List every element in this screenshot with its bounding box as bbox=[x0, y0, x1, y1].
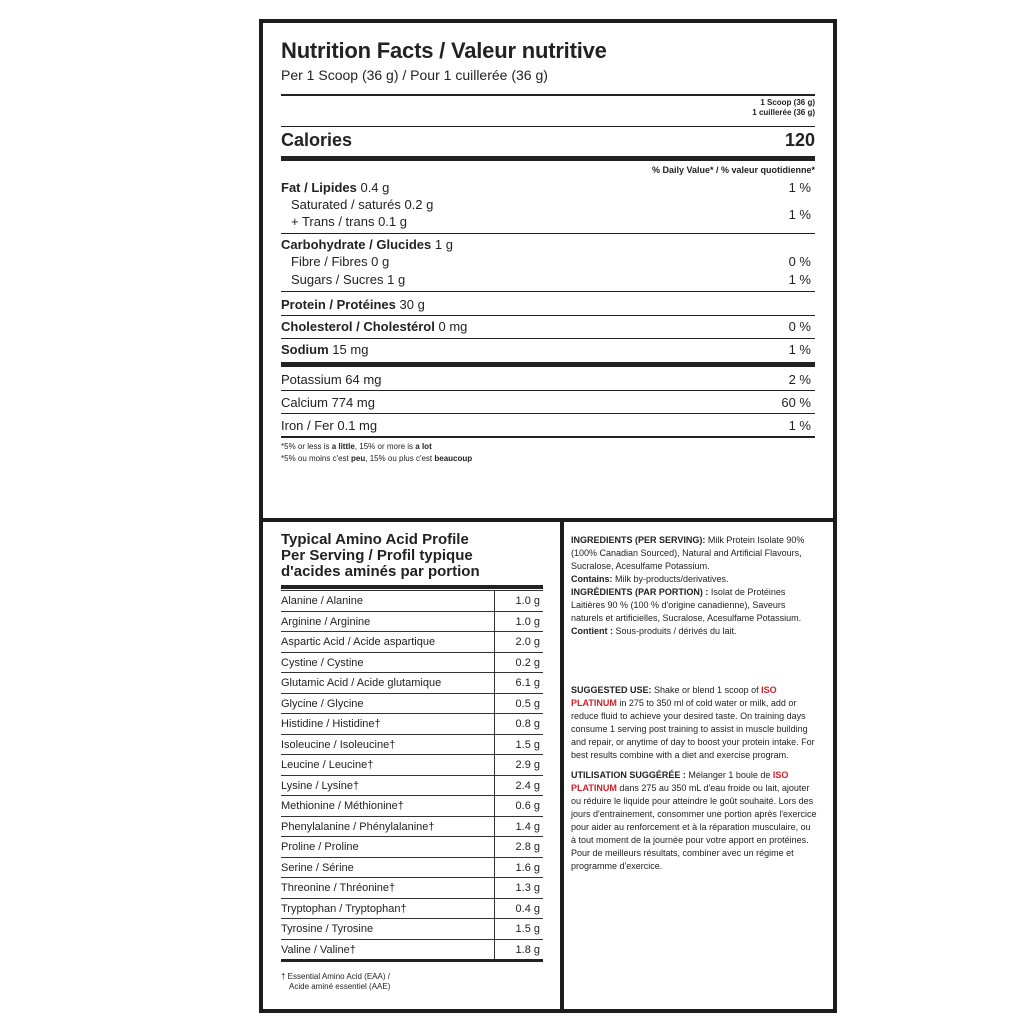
amino-acid-name: Histidine / Histidine† bbox=[281, 718, 381, 730]
footnote-text: , 15% or more is bbox=[354, 442, 416, 451]
contains-fr-heading: Contient : bbox=[571, 626, 613, 636]
column-separator bbox=[494, 940, 495, 961]
calories-row bbox=[281, 130, 815, 151]
amino-acid-amount: 1.8 g bbox=[515, 943, 540, 956]
amino-acid-name: Arginine / Arginine bbox=[281, 615, 371, 628]
contains-en-body: Milk by-products/derivatives. bbox=[612, 574, 729, 584]
divider bbox=[281, 315, 815, 316]
trans-label: + Trans / trans 0.1 g bbox=[291, 214, 407, 229]
protein-amount: 30 g bbox=[399, 297, 425, 312]
calories-label: Calories bbox=[281, 130, 353, 150]
column-header bbox=[752, 98, 815, 118]
amino-footnote-line: † Essential Amino Acid (EAA) / bbox=[281, 972, 390, 981]
fibre-row bbox=[281, 254, 815, 269]
column-separator bbox=[494, 776, 495, 797]
amino-acid-amount: 0.8 g bbox=[515, 718, 540, 730]
amino-acid-amount: 6.1 g bbox=[515, 677, 540, 689]
calcium-row bbox=[281, 395, 815, 410]
daily-value-header: % Daily Value* / % valeur quotidienne* bbox=[651, 165, 815, 175]
fat-amount: 0.4 g bbox=[360, 180, 390, 195]
column-separator bbox=[494, 755, 495, 776]
iron-percent: 1 % bbox=[788, 418, 811, 433]
amino-acid-row bbox=[281, 939, 543, 961]
column-separator bbox=[494, 735, 495, 756]
ingredients-fr bbox=[571, 586, 817, 625]
thick-divider bbox=[281, 585, 543, 589]
amino-acid-row bbox=[281, 713, 543, 735]
amino-acid-name: Alanine / Alanine bbox=[281, 595, 363, 607]
divider bbox=[281, 126, 815, 127]
suggested-use-text: in 275 to 350 ml of cold water or milk, add or reduce fluid to achieve your desired taste. On training days consume 1 serving post training to assist in muscle building and repair, or anytime of day to boost your protein intake. For best results combine with a diet and exercise program. bbox=[571, 698, 815, 760]
carbohydrate-amount: 1 g bbox=[434, 237, 453, 252]
amino-acid-amount: 1.6 g bbox=[515, 861, 540, 874]
amino-acid-amount: 1.5 g bbox=[515, 923, 540, 935]
calcium-percent: 60 % bbox=[781, 395, 811, 410]
amino-acid-name: Tyrosine / Tyrosine bbox=[281, 923, 374, 935]
footnote-emphasis: a little bbox=[331, 442, 355, 451]
saturated-row bbox=[281, 197, 815, 212]
ingredients-en-body: Milk Protein Isolate 90% (100% Canadian Sourced), Natural and Artificial Flavours, Sucralose, Acesulfame Potassium. bbox=[571, 535, 805, 571]
daily-value-footnote bbox=[281, 441, 472, 465]
amino-acid-row bbox=[281, 898, 543, 920]
ingredients-text bbox=[571, 534, 817, 873]
footnote-text: *5% or less is bbox=[281, 442, 332, 451]
calcium-label: Calcium 774 mg bbox=[281, 395, 375, 410]
column-separator bbox=[494, 837, 495, 858]
utilisation-text: dans 275 au 350 mL d'eau froide ou lait, ajouter ou réduire le liquide pour atteindre le goût souhaité. Lors des jours d'entrainement, consommer une portion après l'exercice pour aider au renforcement et à la réparation musculaire, ou à tout moment de la journée pour votre apport en protéines. Pour de meilleurs résultats, combiner avec un régime et programme d'exercice. bbox=[571, 783, 817, 871]
contains-en-heading: Contains: bbox=[571, 574, 613, 584]
sodium-amount: 15 mg bbox=[332, 342, 369, 357]
amino-acid-row bbox=[281, 734, 543, 756]
thick-divider bbox=[281, 362, 815, 367]
amino-acid-name: Cystine / Cystine bbox=[281, 656, 364, 669]
amino-acid-amount: 1.5 g bbox=[515, 738, 540, 751]
footnote-en bbox=[281, 441, 472, 453]
saturated-label: Saturated / saturés 0.2 g bbox=[291, 197, 434, 212]
brand-name: ISO PLATINUM bbox=[571, 770, 789, 793]
ingredients-en bbox=[571, 534, 817, 573]
amino-acid-title bbox=[281, 532, 480, 580]
amino-acid-row bbox=[281, 652, 543, 674]
sugars-label: Sugars / Sucres 1 g bbox=[291, 272, 406, 287]
column-separator bbox=[494, 653, 495, 674]
amino-acid-name: Valine / Valine† bbox=[281, 943, 356, 956]
ingredients-en-heading: INGREDIENTS (PER SERVING): bbox=[571, 535, 706, 545]
amino-title-line: Typical Amino Acid Profile bbox=[281, 531, 469, 548]
fibre-percent: 0 % bbox=[788, 254, 811, 269]
amino-acid-amount: 2.9 g bbox=[515, 759, 540, 771]
amino-acid-name: Glycine / Glycine bbox=[281, 697, 364, 710]
protein-label: Protein / Protéines bbox=[281, 297, 396, 312]
suggested-use bbox=[571, 684, 817, 762]
column-separator bbox=[494, 591, 495, 612]
suggested-use-heading: SUGGESTED USE: bbox=[571, 685, 652, 695]
amino-acid-row bbox=[281, 672, 543, 694]
iron-label: Iron / Fer 0.1 mg bbox=[281, 418, 378, 433]
divider bbox=[281, 413, 815, 414]
sugars-percent: 1 % bbox=[788, 272, 811, 287]
nutrition-title: Nutrition Facts / Valeur nutritive bbox=[281, 38, 607, 63]
amino-acid-name: Serine / Sérine bbox=[281, 861, 354, 874]
footnote-text: , 15% ou plus c'est bbox=[365, 454, 435, 463]
amino-title-line: d'acides aminés par portion bbox=[281, 563, 480, 580]
footnote-emphasis: beaucoup bbox=[434, 454, 473, 463]
column-separator bbox=[494, 796, 495, 817]
contains-en bbox=[571, 573, 817, 586]
amino-acid-amount: 0.2 g bbox=[515, 656, 540, 669]
ingredients-fr-body: Isolat de Protéines Laitières 90 % (100 % d'origine canadienne), Saveurs naturels et artificielles, Sucralose, Acesulfame Potassium. bbox=[571, 587, 802, 623]
divider bbox=[281, 233, 815, 234]
utilisation-text: Mélanger 1 boule de bbox=[685, 770, 773, 780]
footnote-emphasis: a lot bbox=[415, 442, 432, 451]
amino-acid-amount: 1.3 g bbox=[515, 882, 540, 894]
column-separator bbox=[494, 694, 495, 715]
sodium-row bbox=[281, 342, 815, 357]
amino-acid-name: Tryptophan / Tryptophan† bbox=[281, 902, 407, 915]
utilisation-suggeree bbox=[571, 769, 817, 873]
amino-acid-row bbox=[281, 590, 543, 612]
divider bbox=[281, 338, 815, 339]
trans-row bbox=[281, 214, 815, 229]
serving-size: Per 1 Scoop (36 g) / Pour 1 cuillerée (36 g) bbox=[281, 67, 548, 83]
amino-acid-name: Isoleucine / Isoleucine† bbox=[281, 738, 396, 751]
ingredients-panel bbox=[564, 522, 833, 1013]
amino-acid-amount: 2.4 g bbox=[515, 779, 540, 792]
cholesterol-label: Cholesterol / Cholestérol bbox=[281, 319, 435, 334]
brand-name: ISO PLATINUM bbox=[571, 685, 777, 708]
column-separator bbox=[494, 858, 495, 879]
potassium-percent: 2 % bbox=[788, 372, 811, 387]
amino-acid-row bbox=[281, 795, 543, 817]
amino-footnote-line: Acide aminé essentiel (AAE) bbox=[289, 982, 391, 991]
footnote-text: *5% ou moins c'est bbox=[281, 454, 352, 463]
sodium-percent: 1 % bbox=[788, 342, 811, 357]
amino-acid-name: Threonine / Thréonine† bbox=[281, 882, 396, 894]
contains-fr bbox=[571, 625, 817, 638]
column-separator bbox=[494, 714, 495, 735]
nutrition-label bbox=[259, 19, 837, 1013]
cholesterol-row bbox=[281, 319, 815, 334]
column-separator bbox=[494, 673, 495, 694]
fibre-label: Fibre / Fibres 0 g bbox=[291, 254, 390, 269]
amino-acid-row bbox=[281, 693, 543, 715]
divider bbox=[281, 390, 815, 391]
amino-acid-row bbox=[281, 754, 543, 776]
amino-acid-row bbox=[281, 877, 543, 899]
ingredients-fr-heading: INGRÉDIENTS (PAR PORTION) : bbox=[571, 587, 709, 597]
nutrition-facts-panel bbox=[263, 23, 833, 522]
amino-acid-row bbox=[281, 611, 543, 633]
iron-row bbox=[281, 418, 815, 433]
amino-acid-amount: 0.6 g bbox=[515, 800, 540, 812]
amino-acid-name: Leucine / Leucine† bbox=[281, 759, 374, 771]
column-separator bbox=[494, 919, 495, 940]
fat-row bbox=[281, 180, 815, 195]
amino-acid-name: Phenylalanine / Phénylalanine† bbox=[281, 820, 435, 833]
protein-row bbox=[281, 297, 815, 312]
amino-acid-row bbox=[281, 918, 543, 940]
contains-fr-body: Sous-produits / dérivés du lait. bbox=[613, 626, 737, 636]
cholesterol-percent: 0 % bbox=[788, 319, 811, 334]
amino-acid-name: Glutamic Acid / Acide glutamique bbox=[281, 677, 442, 689]
column-header-fr: 1 cuillerée (36 g) bbox=[752, 108, 815, 117]
amino-acid-name: Methionine / Méthionine† bbox=[281, 800, 404, 812]
thick-divider bbox=[281, 156, 815, 161]
amino-acid-row bbox=[281, 775, 543, 797]
amino-acid-row bbox=[281, 857, 543, 879]
amino-acid-name: Lysine / Lysine† bbox=[281, 779, 360, 792]
divider bbox=[281, 959, 543, 962]
amino-footnote bbox=[281, 972, 390, 992]
amino-acid-panel bbox=[263, 522, 560, 1013]
cholesterol-amount: 0 mg bbox=[438, 319, 468, 334]
sat-trans-percent: 1 % bbox=[788, 207, 811, 222]
column-header-en: 1 Scoop (36 g) bbox=[760, 98, 815, 107]
carbohydrate-label: Carbohydrate / Glucides bbox=[281, 237, 432, 252]
amino-acid-amount: 1.4 g bbox=[515, 820, 540, 833]
potassium-row bbox=[281, 372, 815, 387]
column-separator bbox=[494, 899, 495, 920]
carbohydrate-row bbox=[281, 237, 815, 252]
amino-acid-amount: 2.0 g bbox=[515, 636, 540, 648]
amino-acid-amount: 0.5 g bbox=[515, 697, 540, 710]
divider bbox=[281, 291, 815, 292]
amino-acid-name: Proline / Proline bbox=[281, 841, 359, 853]
footnote-fr bbox=[281, 453, 472, 465]
column-separator bbox=[494, 878, 495, 899]
suggested-use-text: Shake or blend 1 scoop of bbox=[651, 685, 762, 695]
column-separator bbox=[494, 612, 495, 633]
column-separator bbox=[494, 817, 495, 838]
divider bbox=[281, 94, 815, 96]
sodium-label: Sodium bbox=[281, 342, 329, 357]
amino-acid-amount: 1.0 g bbox=[515, 615, 540, 628]
amino-acid-amount: 0.4 g bbox=[515, 902, 540, 915]
footnote-emphasis: peu bbox=[351, 454, 366, 463]
amino-acid-amount: 2.8 g bbox=[515, 841, 540, 853]
column-separator bbox=[494, 632, 495, 653]
amino-acid-amount: 1.0 g bbox=[515, 595, 540, 607]
amino-acid-row bbox=[281, 631, 543, 653]
amino-acid-name: Aspartic Acid / Acide aspartique bbox=[281, 636, 436, 648]
amino-title-line: Per Serving / Profil typique bbox=[281, 547, 473, 564]
sugars-row bbox=[281, 272, 815, 287]
potassium-label: Potassium 64 mg bbox=[281, 372, 382, 387]
fat-label: Fat / Lipides bbox=[281, 180, 357, 195]
calories-value: 120 bbox=[784, 130, 815, 150]
utilisation-heading: UTILISATION SUGGÉRÉE : bbox=[571, 770, 686, 780]
amino-acid-row bbox=[281, 836, 543, 858]
amino-acid-row bbox=[281, 816, 543, 838]
divider bbox=[281, 436, 815, 438]
fat-percent: 1 % bbox=[788, 180, 811, 195]
